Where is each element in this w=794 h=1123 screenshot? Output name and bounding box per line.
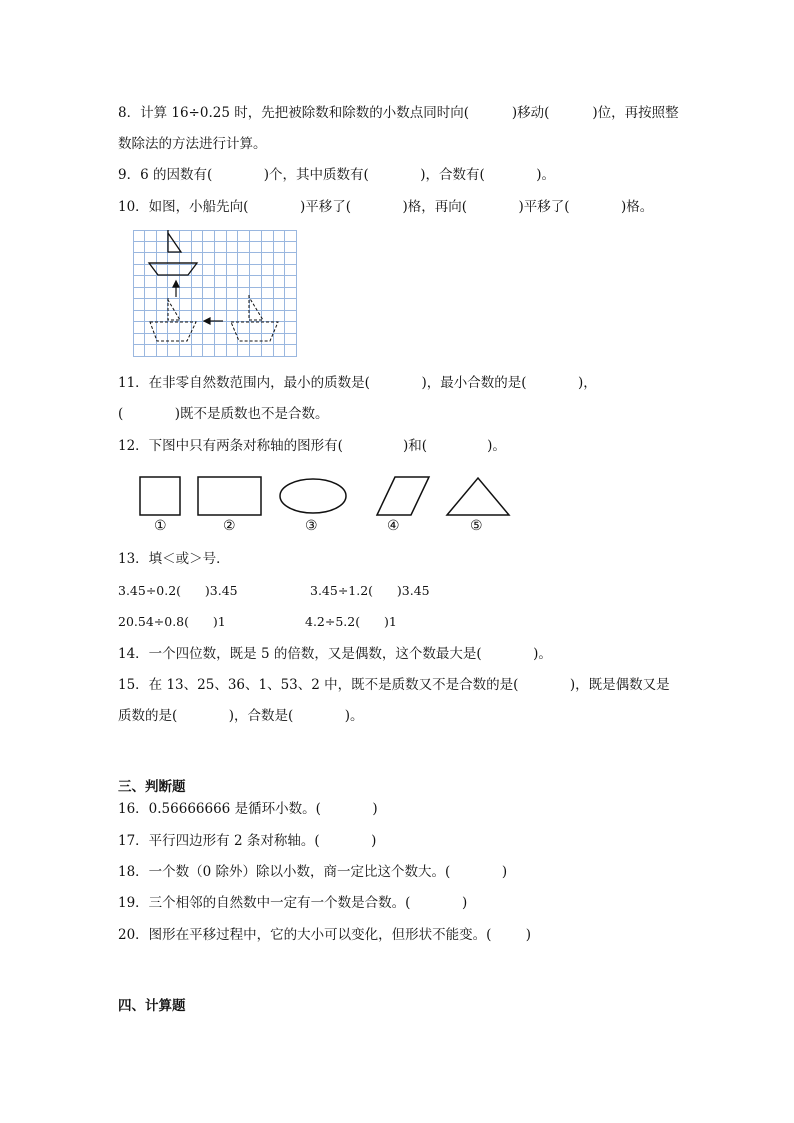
left-arrow-icon [204,318,223,324]
boat-grid-figure [133,230,298,358]
triangle-shape [447,478,509,515]
question-18: 18．一个数（0 除外）除以小数，商一定比这个数大。( ) [118,864,508,880]
question-15-line-2: 质数的是( )，合数是( )。 [118,708,364,724]
question-10: 10．如图，小船先向( )平移了( )格，再向( )平移了( )格。 [118,199,654,215]
question-20: 20．图形在平移过程中，它的大小可以变化，但形状不能变。( ) [118,927,532,943]
question-15-line-1: 15．在 13、25、36、1、53、2 中，既不是质数又不是合数的是( )，既是偶数又是 [118,677,670,693]
question-16: 16．0.56666666 是循环小数。( ) [118,801,378,817]
boat-original [231,295,278,341]
question-8-line-1: 8．计算 16÷0.25 时，先把被除数和除数的小数点同时向( )移动( )位，再按照整 [118,105,679,121]
question-13-b: 3.45÷1.2( )3.45 [310,583,430,598]
section-3-heading: 三、判断题 [118,779,186,795]
question-13-title: 13．填＜或＞号． [118,551,230,567]
shapes-figure [135,474,515,520]
parallelogram-shape [377,477,429,515]
question-13-a: 3.45÷0.2( )3.45 [118,583,238,598]
question-13-c: 20.54÷0.8( )1 [118,614,226,629]
rectangle-shape [198,477,261,515]
shape-label-1: ① [154,518,167,534]
shape-label-2: ② [223,518,236,534]
shape-label-5: ⑤ [470,518,483,534]
question-19: 19．三个相邻的自然数中一定有一个数是合数。( ) [118,895,468,911]
shape-label-4: ④ [387,518,400,534]
square-shape [140,477,180,515]
question-14: 14．一个四位数，既是 5 的倍数，又是偶数，这个数最大是( )。 [118,646,552,662]
question-9: 9．6 的因数有( )个，其中质数有( )，合数有( )。 [118,167,556,183]
question-8-line-2: 数除法的方法进行计算。 [118,136,267,152]
question-17: 17．平行四边形有 2 条对称轴。( ) [118,833,377,849]
question-12: 12．下图中只有两条对称轴的图形有( )和( )。 [118,438,506,454]
shape-label-3: ③ [305,518,318,534]
question-11-line-2: ( )既不是质数也不是合数。 [118,406,329,422]
ellipse-shape [280,479,346,513]
up-arrow-icon [173,281,179,297]
section-4-heading: 四、计算题 [118,998,186,1014]
question-11-line-1: 11．在非零自然数范围内，最小的质数是( )，最小合数的是( )， [118,375,597,391]
question-13-d: 4.2÷5.2( )1 [305,614,397,629]
